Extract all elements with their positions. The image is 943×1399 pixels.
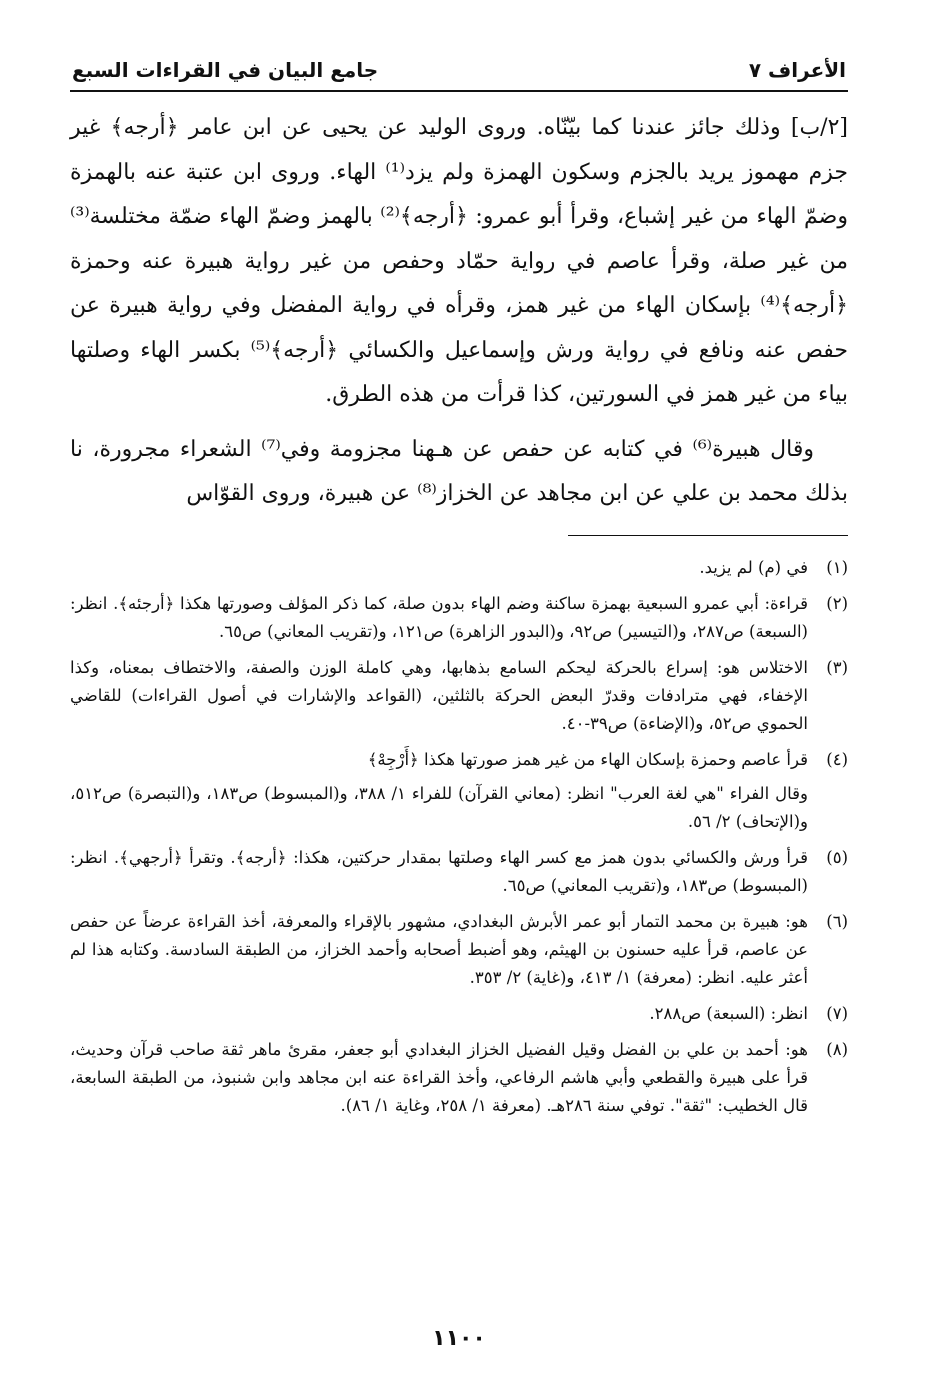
footnote-number: (٣) <box>826 657 848 677</box>
footnote-text: قراءة: أبي عمرو السبعية بهمزة ساكنة وضم الهاء بدون صلة، كما ذكر المؤلف وصورتها هكذا ﴿أرجئه﴾. انظر: (السبعة) ص٢٨٧، و(التيسير) ص٩٢، و(البدور الزاهرة) ص١٢١، و(تقريب المعاني) ص٦٥. <box>70 593 808 641</box>
running-head <box>70 58 848 92</box>
footnote-number: (٨) <box>826 1039 848 1059</box>
footnote-separator-wrap <box>70 517 848 554</box>
footnote <box>70 554 848 582</box>
footnote-text: هو: أحمد بن علي بن الفضل وقيل الفضيل الخزاز البغدادي أبو جعفر، مقرئ ماهر ثقة صاحب قرآن وحديث، قرأ على هبيرة والقطعي وأبي هاشم الرفاعي، وأخذ القراءة عنه ابن مجاهد وابن شنبوذ، من الطبقة السابعة، قال الخطيب: "ثقة". توفي سنة ٢٨٦هـ. (معرفة ١/ ٢٥٨، وغاية ١/ ٨٦). <box>70 1039 808 1115</box>
main-text <box>70 106 848 517</box>
footnote <box>70 746 848 836</box>
footnote <box>70 654 848 738</box>
main-paragraph: وقال هبيرة⁽⁶⁾ في كتابه عن حفص عن هـهنا مجزومة وفي⁽⁷⁾ الشعراء مجرورة، نا بذلك محمد بن علي عن ابن مجاهد عن الخزاز⁽⁸⁾ عن هبيرة، وروى القوّاس <box>70 436 848 506</box>
footnotes <box>70 554 848 1120</box>
footnote-text: قرأ ورش والكسائي بدون همز مع كسر الهاء وصلتها بمقدار حركتين، هكذا: ﴿أرجه﴾. وتقرأ ﴿أرجهي﴾. انظر: (المبسوط) ص١٨٣، و(تقريب المعاني) ص٦٥. <box>70 847 808 895</box>
book-title: جامع البيان في القراءات السبع <box>72 58 379 82</box>
footnote <box>70 590 848 646</box>
footnote-text: الاختلاس هو: إسراع بالحركة ليحكم السامع بذهابها، وهي كاملة الوزن والصفة، والاختطاف بمعناه، وكذا الإخفاء، فهي مترادفات وقدرّ البعض الحركة بالثلثين، (القواعد والإشارات في أصول القراءات) للقاضي الحموي ص٥٢، و(الإضاءة) ص٣٩-٤٠. <box>70 657 808 733</box>
footnote <box>70 844 848 900</box>
footnote-number: (٥) <box>826 847 848 867</box>
footnote-number: (٢) <box>826 593 848 613</box>
footnote <box>70 1036 848 1120</box>
footnote-text: وقال الفراء "هي لغة العرب" انظر: (معاني القرآن) للفراء ١/ ٣٨٨، و(المبسوط) ص١٨٣، و(التبصرة) ص٥١٢، و(الإتحاف) ٢/ ٥٦. <box>70 783 809 831</box>
footnote-number: (١) <box>826 557 848 577</box>
page-number: ١١٠٠ <box>432 1326 486 1351</box>
footnote-text: هو: هبيرة بن محمد التمار أبو عمر الأبرش البغدادي، مشهور بالإقراء والمعرفة، أخذ القراءة عرضاً عن حفص عن عاصم، قرأ عليه حسنون بن الهيثم، وهو أضبط أصحابه وأحمد الخزاز، من الطبقة السادسة. وكتابه هذا لم أعثر عليه. انظر: (معرفة) ١/ ٤١٣، و(غاية) ٢/ ٣٥٣. <box>70 911 808 987</box>
footnote-text: قرأ عاصم وحمزة بإسكان الهاء من غير همز صورتها هكذا ﴿أَرْجِهْ﴾ <box>367 749 808 769</box>
book-page <box>70 58 848 1389</box>
footnote-text: في (م) لم يزيد. <box>699 557 808 577</box>
footnote-number: (٧) <box>826 1003 848 1023</box>
footnote-separator <box>568 535 848 536</box>
footnote <box>70 1000 848 1028</box>
surah-title: الأعراف ٧ <box>748 58 846 82</box>
footnote-number: (٦) <box>826 911 848 931</box>
footnote-number: (٤) <box>826 749 848 769</box>
footnote-text: انظر: (السبعة) ص٢٨٨. <box>649 1003 808 1023</box>
main-paragraph: [٢/ب] وذلك جائز عندنا كما بيّنّاه. وروى الوليد عن يحيى عن ابن عامر ﴿أرجه﴾ غير جزم مهموز يريد بالجزم وسكون الهمزة ولم يزد⁽¹⁾ الهاء. وروى ابن عتبة عنه بالهمزة وضمّ الهاء من غير إشباع، وقرأ أبو عمرو: ﴿أرجه﴾⁽²⁾ بالهمز وضمّ الهاء ضمّة مختلسة⁽³⁾ من غير صلة، وقرأ عاصم في رواية حمّاد وحفص من غير رواية هبيرة عنه وحمزة ﴿أرجه﴾⁽⁴⁾ بإسكان الهاء من غير همز، وقرأه في رواية المفضل وفي رواية هبيرة عن حفص عنه ونافع في رواية ورش وإسماعيل والكسائي ﴿أرجه﴾⁽⁵⁾ بكسر الهاء وصلتها بياء من غير همز في السورتين، كذا قرأت من هذه الطرق. <box>70 115 849 407</box>
footnote <box>70 908 848 992</box>
